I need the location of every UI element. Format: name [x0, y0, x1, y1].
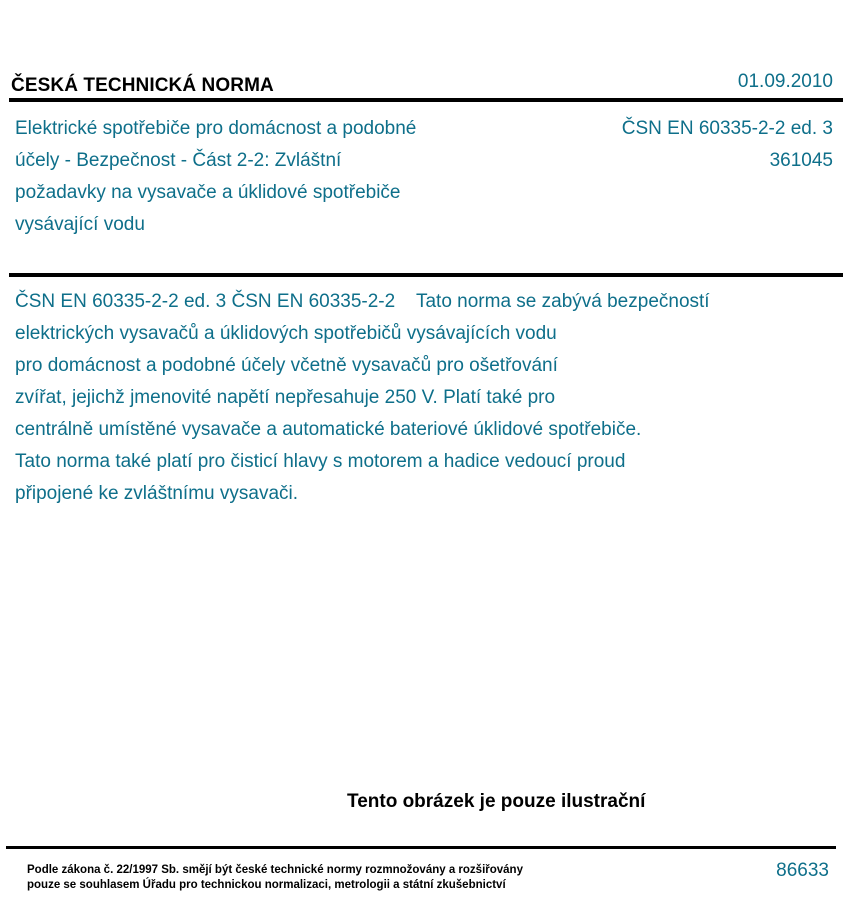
legal-notice — [27, 863, 523, 893]
abstract-line: pro domácnost a podobné účely včetně vysavačů pro ošetřování — [15, 355, 558, 376]
section-divider — [9, 273, 843, 277]
document-title: ČESKÁ TECHNICKÁ NORMA — [11, 75, 274, 96]
illustration-note: Tento obrázek je pouze ilustrační — [347, 791, 646, 812]
abstract — [15, 286, 835, 510]
publication-date: 01.09.2010 — [737, 71, 833, 92]
abstract-line: ČSN EN 60335-2-2 ed. 3 ČSN EN 60335-2-2 Tato norma se zabývá bezpečností — [15, 291, 710, 312]
abstract-line: připojené ke zvláštnímu vysavači. — [15, 483, 299, 504]
standard-title-line: požadavky na vysavače a úklidové spotřebiče — [15, 182, 401, 203]
standard-title-line: Elektrické spotřebiče pro domácnost a podobné — [15, 118, 417, 139]
classification-code: 361045 — [769, 150, 833, 171]
abstract-line: Tato norma také platí pro čisticí hlavy s motorem a hadice vedoucí proud — [15, 451, 626, 472]
standard-title-line: vysávající vodu — [15, 214, 145, 235]
header-divider — [9, 98, 843, 102]
legal-notice-line: pouze se souhlasem Úřadu pro technickou normalizaci, metrologii a státní zkušebnictví — [27, 879, 506, 891]
standard-title — [15, 113, 485, 241]
abstract-line: zvířat, jejichž jmenovité napětí nepřesahuje 250 V. Platí také pro — [15, 387, 556, 408]
standard-title-line: účely - Bezpečnost - Část 2-2: Zvláštní — [15, 150, 342, 171]
abstract-line: centrálně umístěné vysavače a automatické bateriové úklidové spotřebiče. — [15, 419, 642, 440]
standard-designation-block — [622, 113, 833, 177]
abstract-line: elektrických vysavačů a úklidových spotřebičů vysávajících vodu — [15, 323, 557, 344]
footer-divider — [6, 846, 836, 849]
document-number: 86633 — [776, 860, 829, 881]
legal-notice-line: Podle zákona č. 22/1997 Sb. smějí být české technické normy rozmnožovány a rozšiřovány — [27, 864, 523, 876]
standard-designation: ČSN EN 60335-2-2 ed. 3 — [621, 118, 833, 139]
